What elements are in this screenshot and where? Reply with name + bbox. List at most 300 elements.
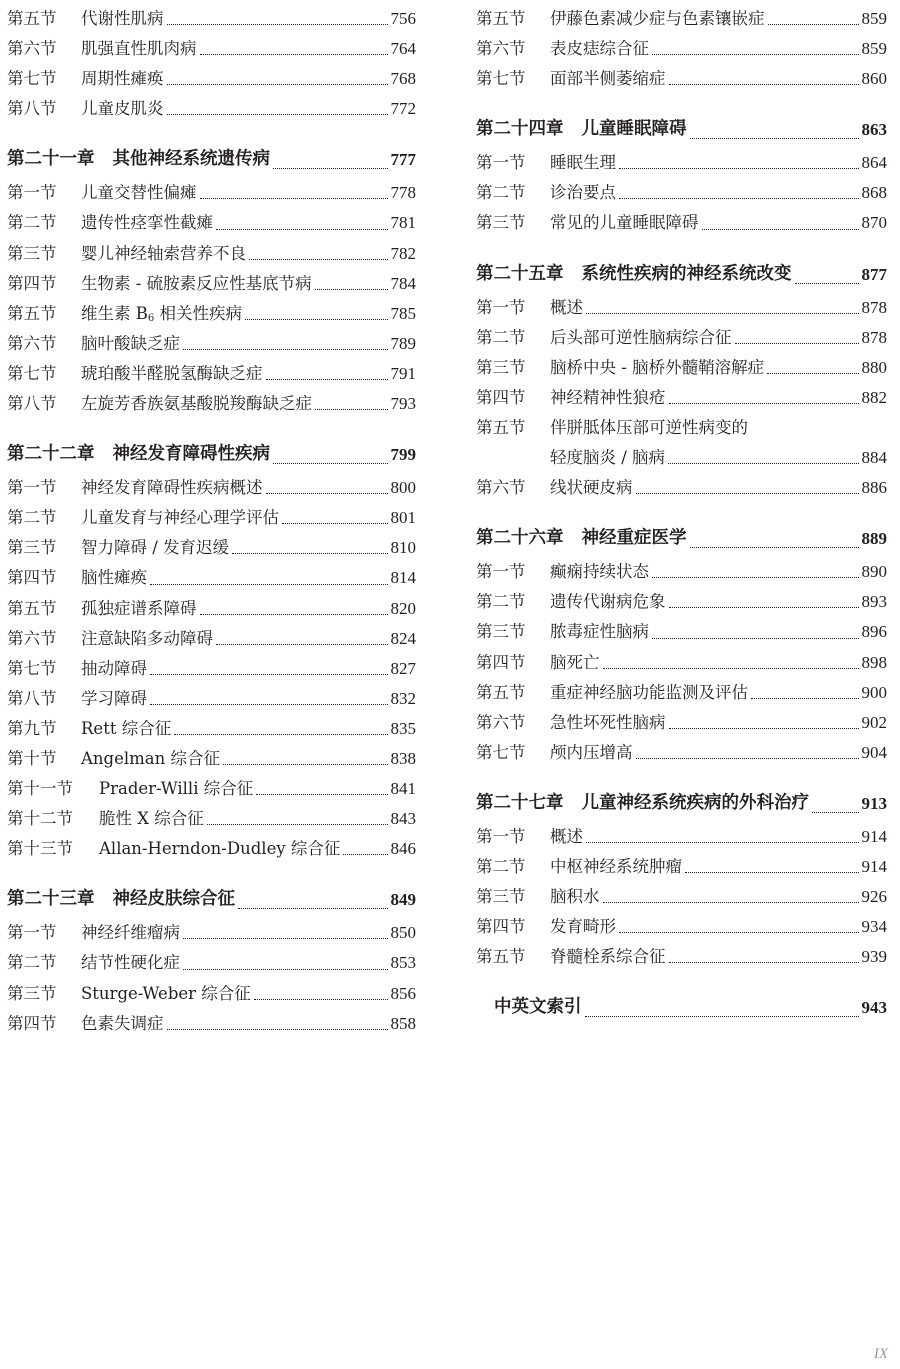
entry-title: Allan-Herndon-Dudley 综合征 (99, 839, 341, 859)
entry-page-number: 814 (390, 568, 416, 588)
entry-title: 色素失调症 (81, 1013, 164, 1033)
toc-section-entry[interactable] (476, 383, 887, 413)
entry-title: 后头部可逆性脑病综合征 (550, 327, 732, 347)
toc-section-entry[interactable] (476, 738, 887, 768)
entry-title: 神经发育障碍性疾病概述 (81, 478, 263, 498)
entry-title: 神经精神性狼疮 (550, 387, 666, 407)
leader-dots (200, 198, 388, 199)
toc-section-entry[interactable] (476, 323, 887, 353)
entry-page-number: 878 (861, 327, 887, 347)
entry-title: 神经重症医学 (581, 528, 687, 549)
entry-number: 第五节 (7, 598, 57, 618)
entry-page-number: 939 (861, 947, 887, 967)
leader-dots (812, 812, 859, 813)
entry-page-number: 768 (390, 69, 416, 89)
entry-title: 癫痫持续状态 (550, 562, 649, 582)
entry-title: 睡眠生理 (550, 153, 616, 173)
toc-section-entry[interactable] (476, 148, 887, 178)
entry-number: 第三节 (7, 538, 57, 558)
entry-page-number: 799 (390, 445, 416, 465)
toc-section-entry[interactable] (476, 708, 887, 738)
entry-number: 第四节 (7, 273, 57, 293)
toc-chapter-entry[interactable] (476, 785, 887, 822)
entry-title: 儿童发育与神经心理学评估 (81, 508, 279, 528)
toc-section-entry[interactable] (7, 473, 416, 503)
entry-number: 第一节 (7, 923, 57, 943)
entry-number: 第二节 (7, 508, 57, 528)
entry-title: 儿童睡眠障碍 (581, 119, 687, 140)
entry-title-part: 相关性疾病 (154, 303, 242, 323)
toc-section-entry[interactable] (7, 744, 416, 774)
entry-page-number: 889 (861, 529, 887, 549)
entry-title: 智力障碍 / 发育迟缓 (81, 538, 230, 558)
entry-title: 诊治要点 (550, 183, 616, 203)
entry-title: 脑积水 (550, 887, 600, 907)
toc-section-entry[interactable] (476, 473, 887, 503)
leader-dots (669, 962, 859, 963)
entry-title: 常见的儿童睡眠障碍 (550, 213, 699, 233)
entry-page-number: 900 (861, 682, 887, 702)
toc-section-entry[interactable] (7, 684, 416, 714)
entry-page-number: 778 (390, 183, 416, 203)
entry-title: 脑桥中央 - 脑桥外髓鞘溶解症 (550, 357, 765, 377)
toc-section-entry[interactable] (476, 852, 887, 882)
entry-number: 第五节 (476, 417, 526, 437)
entry-page-number: 902 (861, 712, 887, 732)
leader-dots (273, 168, 388, 169)
leader-dots (183, 938, 388, 939)
toc-section-entry[interactable] (7, 64, 416, 94)
entry-title: 孤独症谱系障碍 (81, 598, 197, 618)
leader-dots (669, 728, 859, 729)
entry-title: 注意缺陷多动障碍 (81, 628, 213, 648)
leader-dots (254, 999, 388, 1000)
leader-dots (167, 84, 388, 85)
entry-number: 第二节 (7, 213, 57, 233)
entry-title: 学习障碍 (81, 688, 147, 708)
toc-section-entry[interactable] (7, 299, 416, 329)
toc-section-entry[interactable] (476, 648, 887, 678)
leader-dots (603, 902, 859, 903)
page-folio: IX (873, 1346, 888, 1362)
toc-chapter-entry[interactable] (7, 436, 416, 473)
section-gap (476, 239, 887, 256)
toc-section-entry[interactable] (476, 942, 887, 972)
toc-right-column (476, 4, 887, 1026)
entry-page-number: 898 (861, 652, 887, 672)
entry-page-number: 810 (390, 538, 416, 558)
entry-page-number: 878 (861, 297, 887, 317)
entry-title: 其他神经系统遗传病 (112, 149, 270, 170)
toc-section-entry[interactable] (476, 353, 887, 383)
leader-dots (282, 523, 388, 524)
toc-section-entry[interactable] (7, 948, 416, 978)
entry-page-number: 793 (390, 394, 416, 414)
entry-number: 第五节 (476, 682, 526, 702)
toc-chapter-entry[interactable] (476, 989, 887, 1026)
section-gap (7, 864, 416, 881)
leader-dots (751, 698, 859, 699)
entry-number: 第四节 (476, 387, 526, 407)
entry-number: 第一节 (7, 478, 57, 498)
entry-page-number: 756 (390, 9, 416, 28)
entry-title: 儿童皮肌炎 (81, 99, 164, 119)
entry-page-number: 904 (861, 742, 887, 762)
entry-page-number: 764 (390, 39, 416, 59)
section-gap (476, 503, 887, 520)
entry-number: 第六节 (476, 478, 526, 498)
entry-title: Angelman 综合征 (81, 748, 221, 768)
entry-number: 第二节 (476, 327, 526, 347)
toc-section-entry[interactable] (7, 979, 416, 1009)
entry-number: 第七节 (7, 363, 57, 383)
toc-section-entry[interactable] (7, 774, 416, 804)
leader-dots (690, 138, 859, 139)
entry-page-number: 777 (390, 150, 416, 170)
entry-page-number: 890 (861, 562, 887, 582)
entry-number: 第六节 (7, 39, 57, 59)
toc-section-entry[interactable] (476, 678, 887, 708)
entry-number: 第二节 (476, 183, 526, 203)
entry-page-number: 850 (390, 923, 416, 943)
leader-dots (183, 969, 388, 970)
entry-title: 脑叶酸缺乏症 (81, 333, 180, 353)
entry-page-number: 856 (390, 983, 416, 1003)
toc-chapter-entry[interactable] (476, 111, 887, 148)
leader-dots (273, 463, 388, 464)
toc-section-entry[interactable] (476, 293, 887, 323)
leader-dots (768, 24, 859, 25)
leader-dots (245, 319, 388, 320)
entry-page-number: 914 (861, 826, 887, 846)
toc-section-entry[interactable] (476, 822, 887, 852)
toc-section-entry[interactable] (476, 413, 887, 443)
leader-dots (249, 259, 388, 260)
leader-dots (767, 373, 858, 374)
entry-page-number: 882 (861, 387, 887, 407)
toc-section-entry[interactable] (7, 178, 416, 208)
leader-dots (167, 1029, 388, 1030)
toc-section-entry[interactable] (476, 443, 887, 473)
entry-title: 伊藤色素减少症与色素镶嵌症 (550, 9, 765, 28)
entry-page-number: 785 (390, 303, 416, 323)
entry-title: 生物素 - 硫胺素反应性基底节病 (81, 273, 312, 293)
entry-number: 第六节 (476, 712, 526, 732)
entry-title: 中英文索引 (494, 997, 582, 1018)
entry-page-number: 886 (861, 478, 887, 498)
entry-number: 第二十四章 (476, 119, 564, 140)
toc-chapter-entry[interactable] (7, 141, 416, 178)
entry-title: 抽动障碍 (81, 658, 147, 678)
toc-section-entry[interactable] (476, 208, 887, 238)
leader-dots (238, 908, 388, 909)
toc-section-entry[interactable] (476, 882, 887, 912)
entry-title: Prader-Willi 综合征 (99, 779, 254, 799)
entry-page-number: 772 (390, 99, 416, 119)
toc-section-entry[interactable] (7, 503, 416, 533)
section-gap (476, 94, 887, 111)
leader-dots (690, 547, 859, 548)
entry-number: 第二节 (476, 592, 526, 612)
entry-number: 第十节 (7, 748, 57, 768)
entry-page-number: 864 (861, 153, 887, 173)
toc-section-entry[interactable] (7, 269, 416, 299)
entry-number: 第一节 (7, 183, 57, 203)
leader-dots (207, 824, 388, 825)
leader-dots (266, 493, 388, 494)
entry-page-number: 896 (861, 622, 887, 642)
leader-dots (150, 674, 388, 675)
entry-title: 轻度脑炎 / 脑病 (550, 448, 666, 468)
entry-number: 第十三节 (7, 839, 73, 859)
entry-page-number: 835 (390, 718, 416, 738)
entry-page-number: 801 (390, 508, 416, 528)
toc-section-entry[interactable] (7, 804, 416, 834)
entry-page-number: 859 (861, 9, 887, 28)
entry-title: 表皮痣综合征 (550, 39, 649, 59)
entry-number: 第十二节 (7, 809, 73, 829)
entry-page-number: 893 (861, 592, 887, 612)
leader-dots (200, 614, 388, 615)
leader-dots (266, 379, 388, 380)
entry-title: 概述 (550, 826, 583, 846)
toc-section-entry[interactable] (7, 4, 416, 34)
entry-title: 神经皮肤综合征 (112, 889, 235, 910)
leader-dots (619, 932, 859, 933)
entry-title: 周期性瘫痪 (81, 69, 164, 89)
entry-number: 第五节 (476, 947, 526, 967)
toc-section-entry[interactable] (476, 4, 887, 34)
entry-number: 第八节 (7, 99, 57, 119)
leader-dots (150, 584, 388, 585)
leader-dots (735, 343, 859, 344)
entry-number: 第八节 (7, 394, 57, 414)
entry-title: 脑死亡 (550, 652, 600, 672)
entry-number: 第二节 (476, 856, 526, 876)
entry-title: 线状硬皮病 (550, 478, 633, 498)
toc-section-entry[interactable] (7, 834, 416, 864)
leader-dots (183, 349, 388, 350)
entry-title: 概述 (550, 297, 583, 317)
entry-title: 发育畸形 (550, 917, 616, 937)
leader-dots (167, 114, 388, 115)
toc-section-entry[interactable] (7, 208, 416, 238)
toc-section-entry[interactable] (7, 563, 416, 593)
entry-page-number: 838 (390, 748, 416, 768)
entry-title: 琥珀酸半醛脱氢酶缺乏症 (81, 363, 263, 383)
entry-title (81, 299, 242, 329)
leader-dots (223, 764, 387, 765)
toc-section-entry[interactable] (7, 329, 416, 359)
entry-number: 第四节 (7, 568, 57, 588)
entry-number: 第三节 (476, 213, 526, 233)
entry-page-number: 820 (390, 598, 416, 618)
entry-title: 遗传代谢病危象 (550, 592, 666, 612)
leader-dots (150, 704, 388, 705)
entry-title: 遗传性痉挛性截瘫 (81, 213, 213, 233)
leader-dots (174, 734, 387, 735)
toc-section-entry[interactable] (7, 94, 416, 124)
entry-page-number: 860 (861, 69, 887, 89)
entry-title: 系统性疾病的神经系统改变 (581, 263, 792, 284)
entry-number: 第六节 (7, 333, 57, 353)
entry-number: 第八节 (7, 688, 57, 708)
entry-title: Sturge-Weber 综合征 (81, 983, 251, 1003)
leader-dots (636, 758, 859, 759)
entry-page-number: 781 (390, 213, 416, 233)
toc-section-entry[interactable] (7, 594, 416, 624)
leader-dots (669, 403, 859, 404)
toc-left-column (7, 4, 416, 1039)
entry-number: 第五节 (476, 9, 526, 28)
entry-title: 儿童交替性偏瘫 (81, 183, 197, 203)
entry-title: 婴儿神经轴索营养不良 (81, 243, 246, 263)
entry-number: 第七节 (476, 69, 526, 89)
section-gap (7, 124, 416, 141)
entry-number: 第五节 (7, 303, 57, 323)
toc-section-entry[interactable] (7, 918, 416, 948)
leader-dots (668, 463, 858, 464)
entry-title: Rett 综合征 (81, 718, 172, 738)
leader-dots (200, 54, 388, 55)
leader-dots (603, 668, 859, 669)
entry-number: 第二十一章 (7, 149, 95, 170)
leader-dots (669, 607, 859, 608)
toc-section-entry[interactable] (7, 654, 416, 684)
entry-page-number: 800 (390, 478, 416, 498)
section-gap (476, 768, 887, 785)
leader-dots (652, 54, 859, 55)
entry-title: 儿童神经系统疾病的外科治疗 (581, 792, 809, 813)
entry-page-number: 846 (390, 839, 416, 859)
entry-page-number: 913 (861, 793, 887, 813)
toc-chapter-entry[interactable] (476, 520, 887, 557)
entry-page-number: 827 (390, 658, 416, 678)
leader-dots (167, 24, 388, 25)
entry-title: 中枢神经系统肿瘤 (550, 856, 682, 876)
entry-number: 第一节 (476, 153, 526, 173)
entry-page-number: 849 (390, 890, 416, 910)
entry-page-number: 858 (390, 1013, 416, 1033)
entry-number: 第三节 (476, 887, 526, 907)
leader-dots (216, 229, 388, 230)
toc-section-entry[interactable] (476, 34, 887, 64)
toc-section-entry[interactable] (476, 587, 887, 617)
toc-section-entry[interactable] (7, 239, 416, 269)
leader-dots (619, 198, 859, 199)
entry-title: 伴胼胝体压部可逆性病变的 (550, 417, 748, 437)
entry-page-number: 914 (861, 856, 887, 876)
entry-number: 第三节 (7, 983, 57, 1003)
entry-title: 神经发育障碍性疾病 (112, 444, 270, 465)
entry-title: 脆性 X 综合征 (99, 809, 204, 829)
entry-number: 第一节 (476, 297, 526, 317)
toc-section-entry[interactable] (476, 912, 887, 942)
toc-section-entry[interactable] (7, 359, 416, 389)
entry-page-number: 843 (390, 809, 416, 829)
entry-number: 第四节 (476, 652, 526, 672)
entry-page-number: 789 (390, 333, 416, 353)
entry-number: 第三节 (7, 243, 57, 263)
entry-page-number: 863 (861, 120, 887, 140)
entry-page-number: 832 (390, 688, 416, 708)
leader-dots (256, 794, 387, 795)
entry-page-number: 880 (861, 357, 887, 377)
leader-dots (586, 313, 859, 314)
entry-number: 第二十五章 (476, 263, 564, 284)
toc-section-entry[interactable] (7, 533, 416, 563)
toc-section-entry[interactable] (7, 389, 416, 419)
entry-number: 第二十六章 (476, 528, 564, 549)
entry-title: 脊髓栓系综合征 (550, 947, 666, 967)
entry-number: 第二十三章 (7, 889, 95, 910)
entry-page-number: 943 (861, 998, 887, 1018)
toc-section-entry[interactable] (476, 64, 887, 94)
entry-number: 第七节 (7, 69, 57, 89)
leader-dots (586, 842, 859, 843)
toc-section-entry[interactable] (7, 624, 416, 654)
entry-page-number: 934 (861, 917, 887, 937)
entry-number: 第七节 (7, 658, 57, 678)
entry-title: 颅内压增高 (550, 742, 633, 762)
toc-section-entry[interactable] (7, 1009, 416, 1039)
entry-page-number: 877 (861, 264, 887, 284)
leader-dots (315, 289, 388, 290)
section-gap (476, 972, 887, 989)
entry-number: 第七节 (476, 742, 526, 762)
entry-number: 第五节 (7, 9, 57, 28)
leader-dots (315, 409, 388, 410)
toc-section-entry[interactable] (476, 557, 887, 587)
entry-number: 第四节 (476, 917, 526, 937)
entry-number: 第三节 (476, 622, 526, 642)
entry-page-number: 884 (861, 448, 887, 468)
entry-title: 左旋芳香族氨基酸脱羧酶缺乏症 (81, 394, 312, 414)
entry-title: 脓毒症性脑病 (550, 622, 649, 642)
toc-section-entry[interactable] (476, 617, 887, 647)
leader-dots (232, 553, 387, 554)
leader-dots (619, 168, 859, 169)
entry-number: 第四节 (7, 1013, 57, 1033)
entry-number: 第二十七章 (476, 792, 564, 813)
leader-dots (636, 493, 859, 494)
entry-page-number: 782 (390, 243, 416, 263)
toc-section-entry[interactable] (476, 178, 887, 208)
entry-number: 第一节 (476, 826, 526, 846)
entry-subscript: 6 (147, 312, 155, 324)
entry-title: 重症神经脑功能监测及评估 (550, 682, 748, 702)
entry-number: 第一节 (476, 562, 526, 582)
leader-dots (216, 644, 388, 645)
toc-chapter-entry[interactable] (476, 256, 887, 293)
entry-number: 第六节 (476, 39, 526, 59)
leader-dots (652, 638, 859, 639)
entry-page-number: 824 (390, 628, 416, 648)
entry-number: 第二十二章 (7, 444, 95, 465)
section-gap (7, 419, 416, 436)
entry-title: 神经纤维瘤病 (81, 923, 180, 943)
entry-page-number: 870 (861, 213, 887, 233)
toc-section-entry[interactable] (7, 34, 416, 64)
toc-chapter-entry[interactable] (7, 881, 416, 918)
entry-title: 脑性瘫痪 (81, 568, 147, 588)
entry-page-number: 853 (390, 953, 416, 973)
toc-section-entry[interactable] (7, 714, 416, 744)
entry-title: 肌强直性肌肉病 (81, 39, 197, 59)
entry-number: 第三节 (476, 357, 526, 377)
entry-title: 面部半侧萎缩症 (550, 69, 666, 89)
entry-page-number: 926 (861, 887, 887, 907)
